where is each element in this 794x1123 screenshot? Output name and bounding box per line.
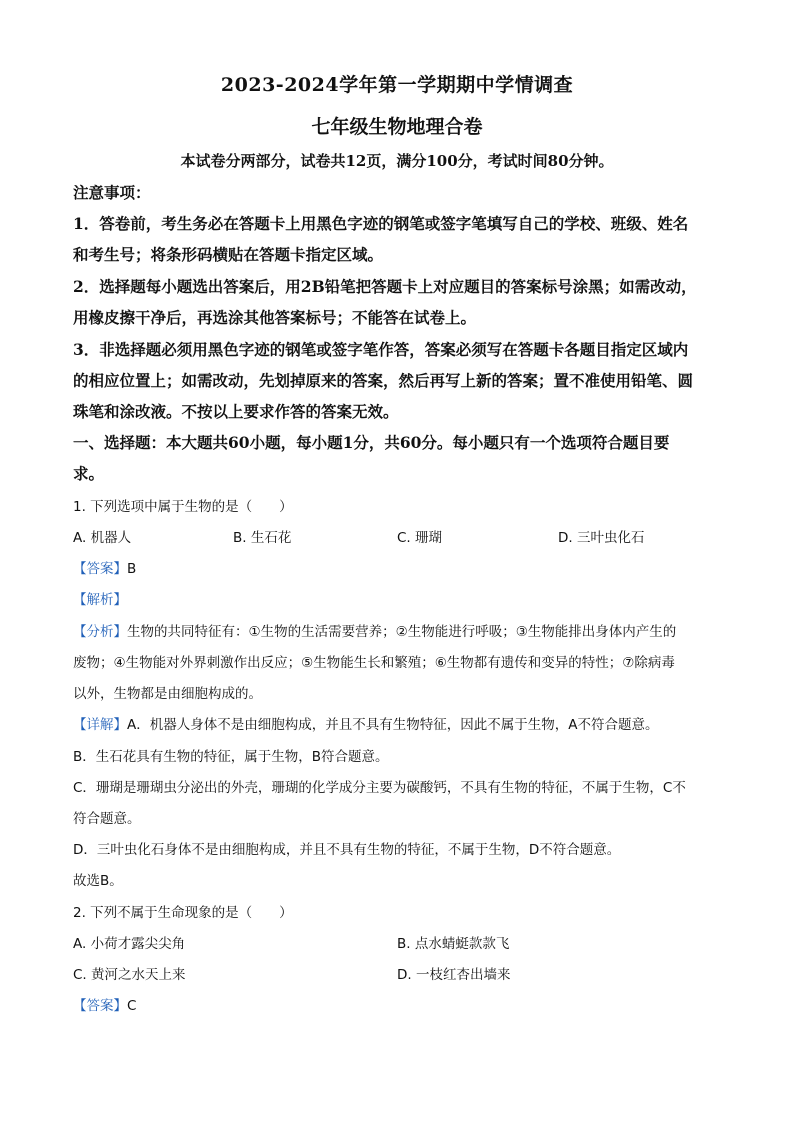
q1-option-d: D. 三叶虫化石: [558, 530, 645, 546]
notice-line: 3．非选择题必须用黑色字迹的钢笔或签字笔作答，答案必须写在答题卡各题目指定区域内: [73, 340, 689, 359]
q1-answer: [73, 557, 136, 577]
q1-analysis: [73, 588, 127, 608]
question-1-stem: 1. 下列选项中属于生物的是（ ）: [73, 499, 293, 515]
notice-heading: 注意事项：: [73, 183, 151, 202]
q2-answer: [73, 994, 136, 1014]
section-heading: 一、选择题：本大题共60小题，每小题1分，共60分。每小题只有一个选项符合题目要: [73, 433, 670, 452]
answer-value: B: [127, 561, 137, 577]
notice-line: 用橡皮擦干净后，再选涂其他答案标号；不能答在试卷上。: [73, 308, 477, 327]
q2-option-c: C. 黄河之水天上来: [73, 967, 186, 983]
q2-option-d: D. 一枝红杏出墙来: [397, 967, 511, 983]
section-heading-cont: 求。: [73, 464, 105, 483]
q2-option-b: B. 点水蜻蜓款款飞: [397, 936, 510, 952]
detail-tag: 【详解】: [73, 717, 127, 733]
exam-subtitle: 七年级生物地理合卷: [311, 116, 483, 138]
fenxi-text: 生物的共同特征有：①生物的生活需要营养；②生物能进行呼吸；③生物能排出身体内产生的: [127, 624, 677, 640]
detail-text: A．机器人身体不是由细胞构成，并且不具有生物特征，因此不属于生物，A不符合题意。: [127, 717, 659, 733]
notice-line: 的相应位置上；如需改动，先划掉原来的答案，然后再写上新的答案；置不准使用铅笔、圆: [73, 371, 694, 390]
q1-detail-line: [73, 713, 658, 733]
q2-option-a: A. 小荷才露尖尖角: [73, 936, 186, 952]
exam-info: 本试卷分两部分，试卷共12页，满分100分，考试时间80分钟。: [180, 152, 614, 170]
q1-fenxi-line: 废物；④生物能对外界刺激作出反应；⑤生物能生长和繁殖；⑥生物都有遗传和变异的特性；⑦除病毒: [73, 655, 675, 671]
analysis-tag: 【解析】: [73, 592, 127, 608]
exam-title: 2023-2024学年第一学期期中学情调查: [220, 74, 574, 96]
notice-line: 1．答卷前，考生务必在答题卡上用黑色字迹的钢笔或签字笔填写自己的学校、班级、姓名: [73, 214, 689, 233]
q1-fenxi-line: [73, 620, 676, 640]
q1-option-c: C. 珊瑚: [397, 530, 443, 546]
q1-detail-line: 符合题意。: [73, 811, 141, 827]
q1-fenxi-line: 以外，生物都是由细胞构成的。: [73, 686, 262, 702]
question-2-stem: 2. 下列不属于生命现象的是（ ）: [73, 905, 293, 921]
notice-line: 珠笔和涂改液。不按以上要求作答的答案无效。: [73, 402, 399, 421]
answer-tag: 【答案】: [73, 561, 127, 577]
notice-line: 2．选择题每小题选出答案后，用2B铅笔把答题卡上对应题目的答案标号涂黑；如需改动，: [73, 277, 697, 296]
q1-detail-line: D．三叶虫化石身体不是由细胞构成，并且不具有生物的特征，不属于生物，D不符合题意。: [73, 842, 621, 858]
q1-detail-line: B．生石花具有生物的特征，属于生物，B符合题意。: [73, 749, 389, 765]
answer-tag: 【答案】: [73, 998, 127, 1014]
q1-option-b: B. 生石花: [233, 530, 292, 546]
notice-line: 和考生号；将条形码横贴在答题卡指定区域。: [73, 245, 384, 264]
fenxi-tag: 【分析】: [73, 624, 127, 640]
q1-detail-line: C．珊瑚是珊瑚虫分泌出的外壳，珊瑚的化学成分主要为碳酸钙，不具有生物的特征，不属于生物，C不: [73, 780, 686, 796]
answer-value: C: [127, 998, 137, 1014]
q1-option-a: A. 机器人: [73, 530, 132, 546]
q1-detail-line: 故选B。: [73, 873, 123, 889]
